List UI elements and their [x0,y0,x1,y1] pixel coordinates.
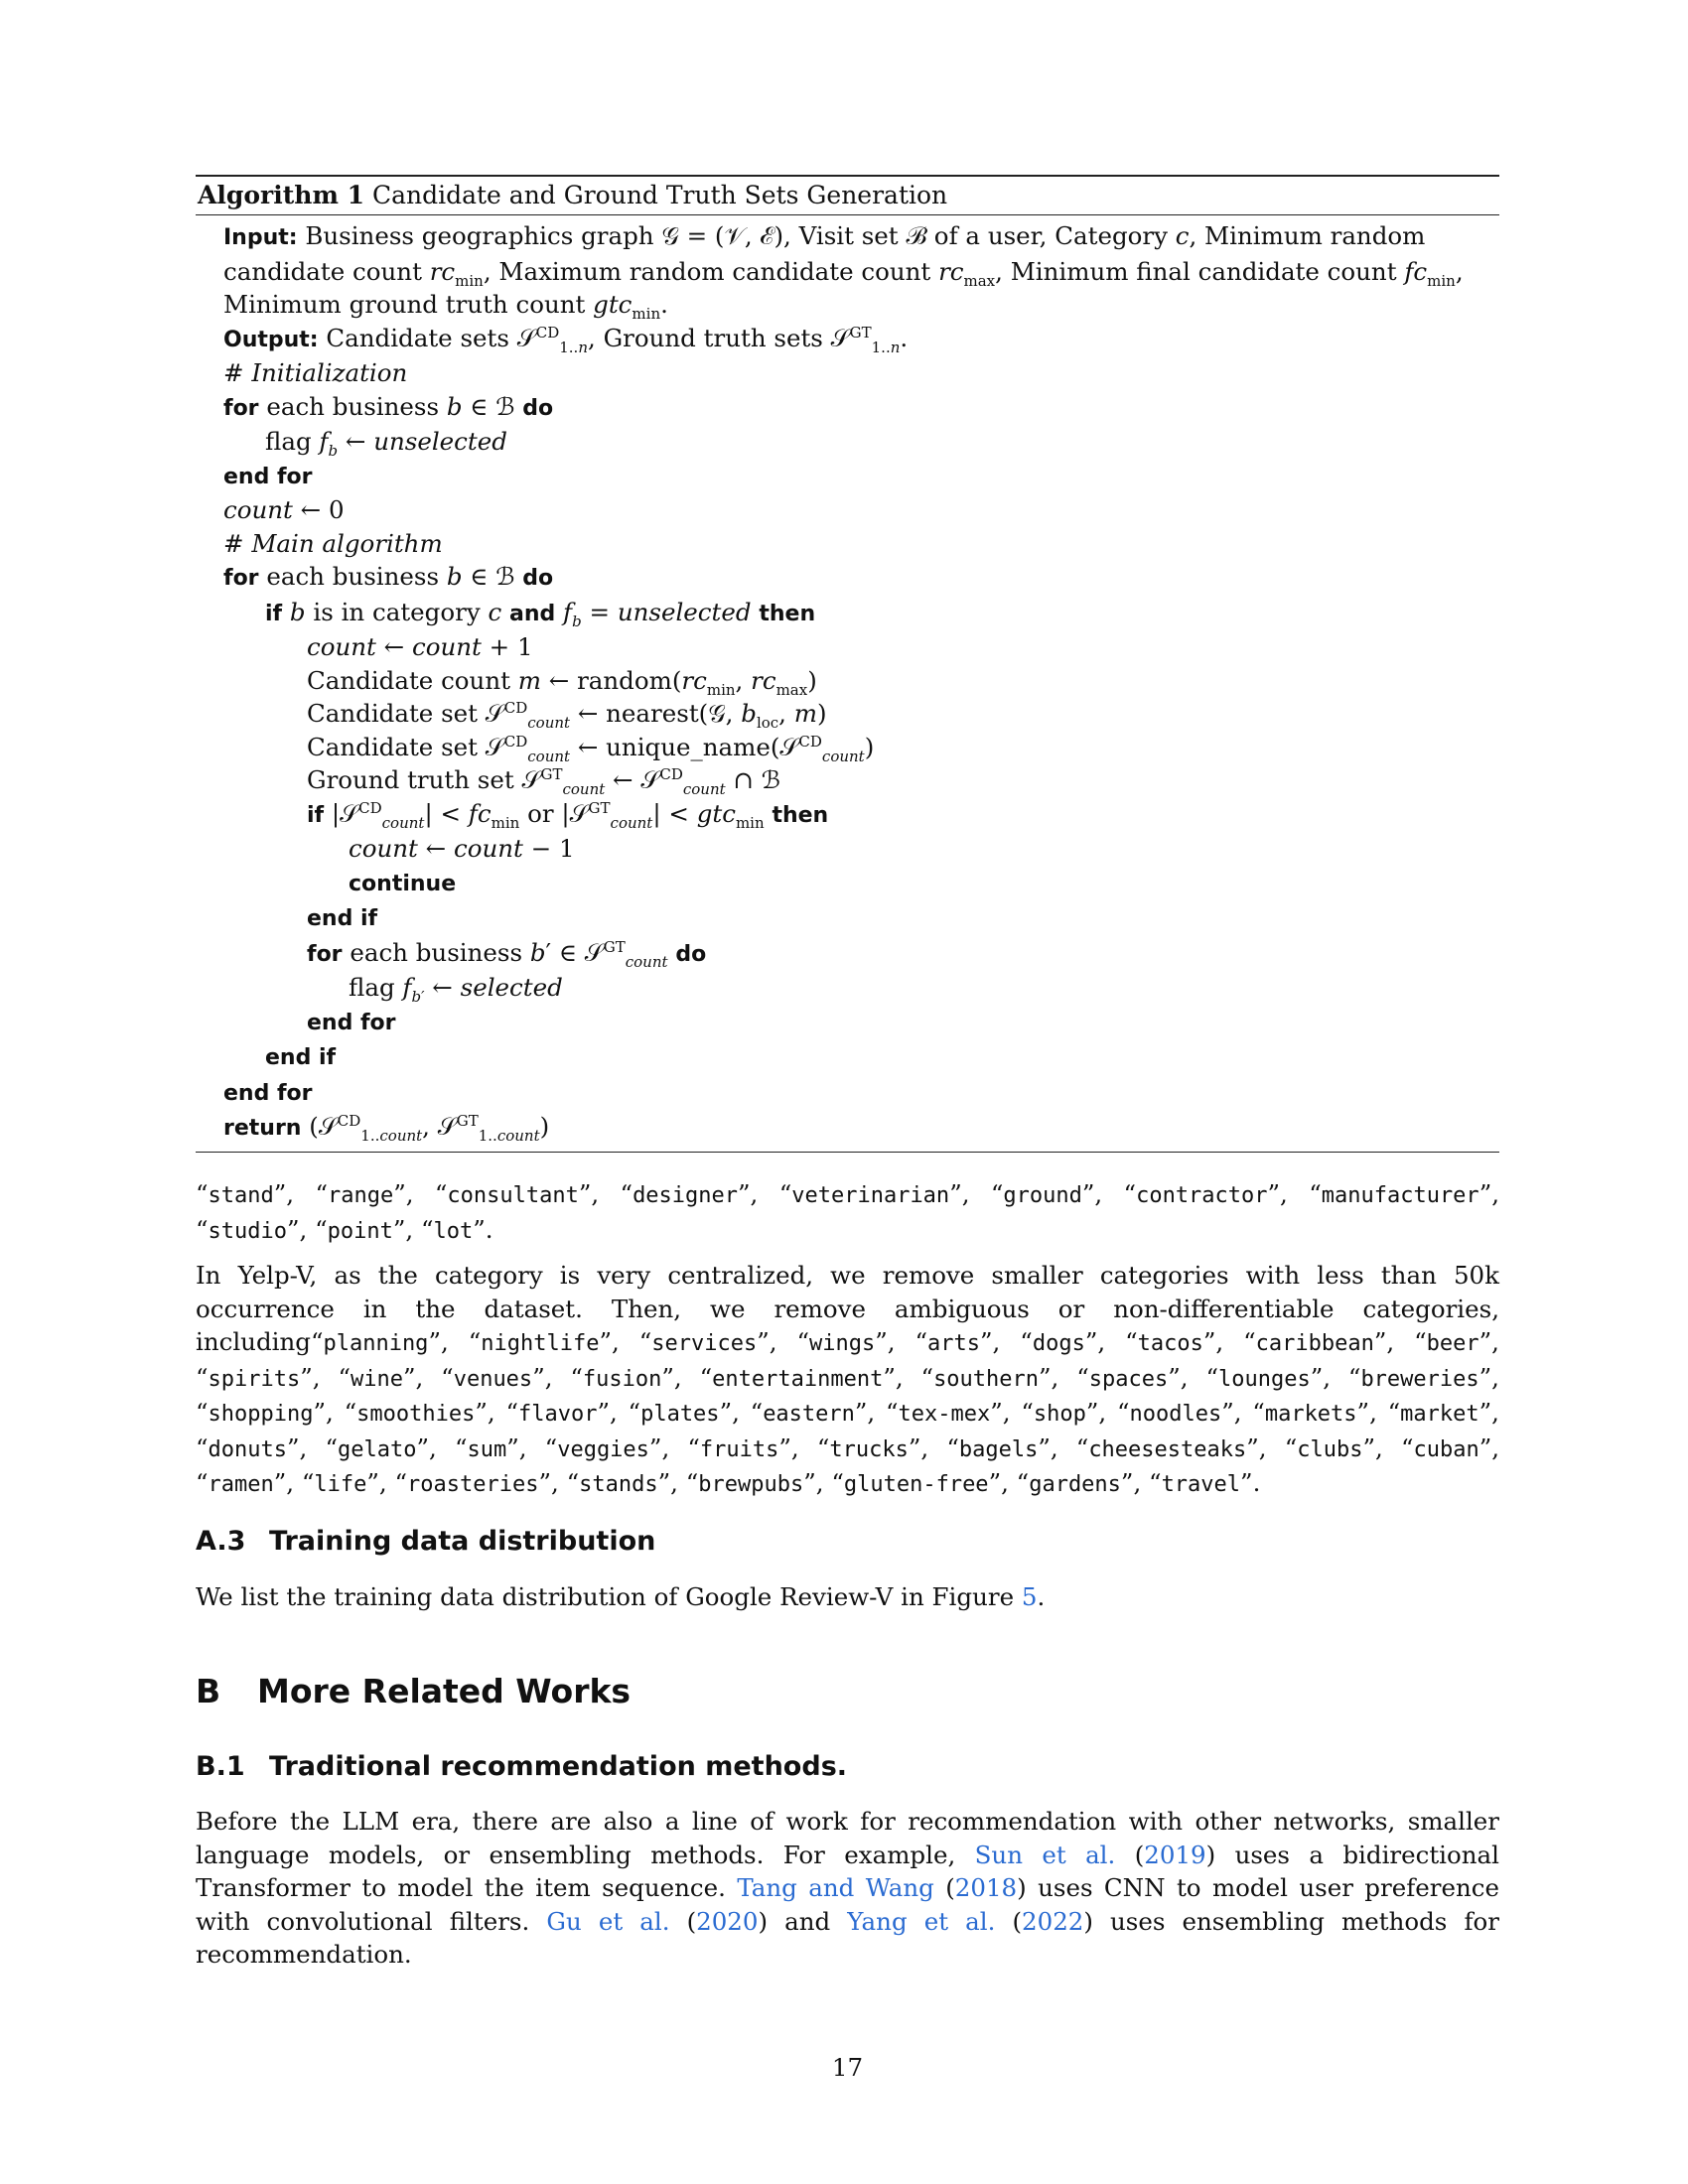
algorithm-line: end for [223,1080,313,1106]
category-term: manufacturer [1321,1183,1479,1208]
category-term: stand [208,1183,274,1208]
category-term: venues [453,1366,533,1392]
category-term: trucks [829,1436,909,1462]
algorithm-line: for each business b ∈ ℬ do [223,562,554,591]
category-term: caribbean [1255,1331,1374,1356]
category-term: shopping [208,1402,314,1427]
citation-link[interactable]: Yang et al. [847,1906,996,1936]
category-term: spaces [1088,1366,1169,1392]
category-term: fusion [582,1366,662,1392]
section-a3-text [196,1580,1499,1614]
category-term: spirits [208,1366,301,1392]
category-term: noodles [1129,1402,1222,1427]
algorithm-line: Ground truth set 𝒮$^{GT}_{count}$ ← 𝒮$^{CD}_{count}$ ∩ ℬ [307,764,781,798]
yelp-lead-text: In Yelp-V, as the category is very centralized, we remove smaller categories with less than 50k occurrence in the dataset. Then, we remove ambiguous or non-differentiable categories, including [196,1261,1499,1356]
section-a3-number: A.3 [196,1526,246,1557]
algorithm-line: end if [265,1045,337,1070]
section-b1-number: B.1 [196,1751,245,1782]
category-term: tex-mex [898,1402,991,1427]
category-term: lot [433,1218,474,1244]
b1-text-segment: ) uses ensembling methods for recommendation. [196,1906,1499,1969]
category-term: wings [809,1331,876,1356]
b1-text-segment: ( [933,1873,955,1902]
category-term: ramen [208,1472,274,1497]
section-b1-text [196,1805,1499,1972]
category-term: market [1400,1402,1479,1427]
citation-link[interactable]: Tang and Wang [737,1873,934,1902]
category-term: southern [933,1366,1040,1392]
citation-link[interactable]: Gu et al. [546,1906,670,1936]
category-term: entertainment [712,1366,884,1392]
category-term: travel [1161,1472,1241,1497]
algorithm-line: Candidate count m ← $random(rc_{min}$, $rc_{max}$) [307,665,817,699]
category-term: veggies [557,1436,649,1462]
algorithm-line: count ← count + 1 [307,632,533,661]
category-term: donuts [208,1436,288,1462]
category-term: fruits [699,1436,779,1462]
algorithm-line: Output: Candidate sets 𝒮$^{CD}_{1..n}$, Ground truth sets 𝒮$^{GT}_{1..n}$. [223,323,909,356]
algorithm-line: if b is in category c and $f_b$ = unselected then [265,597,816,630]
excluded-categories-yelp: In Yelp-V, as the category is very centralized, we remove smaller categories with less than 50k occurrence in the dataset. Then, we remove ambiguous or non-differentiable categories, including“planning”, “nightlife”, “services”, “wings”, “arts”, “dogs”, “tacos”, “caribbean”, “beer”, “spirits”, “wine”, “venues”, “fusion”, “entertainment”, “southern”, “spaces”, “lounges”, “breweries”, “shopping”, “smoothies”, “flavor”, “plates”, “eastern”, “tex-mex”, “shop”, “noodles”, “markets”, “market”, “donuts”, “gelato”, “sum”, “veggies”, “fruits”, “trucks”, “bagels”, “cheesesteaks”, “clubs”, “cuban”, “ramen”, “life”, “roasteries”, “stands”, “brewpubs”, “gluten-free”, “gardens”, “travel”. [196,1261,1500,1497]
category-term: planning [323,1331,429,1356]
algorithm-line: count ← count − 1 [349,834,575,863]
citation-link[interactable]: 2018 [954,1873,1018,1902]
category-term: contractor [1136,1183,1268,1208]
algorithm-title: Candidate and Ground Truth Sets Generation [371,181,948,209]
b1-text-segment: Before the LLM era, there are also a line of work for recommendation with other networks, smaller language models, or ensembling methods. For example, [196,1807,1499,1869]
citation-link[interactable]: 2022 [1022,1906,1084,1936]
section-b1-title: Traditional recommendation methods. [269,1751,848,1782]
algorithm-line: Candidate set 𝒮$^{CD}_{count}$ ← nearest(𝒢, $b_{loc}$, m) [307,698,827,732]
algorithm-body [196,215,1499,1152]
algorithm-line: # Initialization [223,358,408,387]
category-term: flavor [517,1402,598,1427]
algorithm-line: # Main algorithm [223,528,443,558]
section-b1-heading [196,1751,847,1782]
algorithm-line: end for [223,464,313,489]
algorithm-box [196,175,1499,1153]
algorithm-line: Candidate set 𝒮$^{CD}_{count}$ ← unique_name(𝒮$^{CD}_{count}$) [307,732,875,765]
b1-text-segment: ) uses a bidirectional Transformer to model the item sequence. [196,1840,1499,1902]
category-term: arts [927,1331,981,1356]
citation-link[interactable]: Sun et al. [974,1840,1116,1869]
b1-text-segment: ( [995,1906,1023,1936]
category-term: smoothies [356,1402,476,1427]
algorithm-bottom-rule [196,1152,1499,1153]
category-term: gardens [1029,1472,1121,1497]
algorithm-line: flag $f_{b'}$ ← selected [349,973,563,1006]
category-term: veterinarian [791,1183,950,1208]
category-term: beer [1426,1331,1479,1356]
algorithm-line: if |𝒮$^{CD}_{count}$| < $fc_{min}$ or |𝒮$^{GT}_{count}$| < gtc$_{min}$ then [307,798,829,832]
algorithm-line: flag $f_b$ ← unselected [265,427,507,460]
category-term: gluten-free [843,1472,989,1497]
category-term: range [327,1183,394,1208]
a3-text: We list the training data distribution of Google Review-V in Figure [196,1582,1022,1611]
citation-link[interactable]: 2020 [696,1906,759,1936]
category-term: cuban [1413,1436,1479,1462]
category-term: tacos [1137,1331,1203,1356]
algorithm-line: for each business b ∈ ℬ do [223,391,554,421]
section-b-heading [196,1672,631,1710]
category-term: dogs [1032,1331,1085,1356]
algorithm-caption [196,177,1499,214]
category-term: wine [350,1366,403,1392]
category-term: plates [640,1402,720,1427]
category-term: stands [579,1472,658,1497]
algorithm-line: return (𝒮$^{CD}_{1..count}$, 𝒮$^{GT}_{1..count}$) [223,1111,550,1145]
category-term: ground [1003,1183,1082,1208]
category-term: sum [467,1436,507,1462]
category-term: gelato [338,1436,417,1462]
category-term: eastern [763,1402,855,1427]
b1-text-segment: ) uses CNN to model user preference with convolutional filters. [196,1873,1499,1936]
section-b-title: More Related Works [257,1672,632,1710]
category-term: clubs [1297,1436,1363,1462]
algorithm-label: Algorithm 1 [198,181,364,209]
category-term: designer [633,1183,739,1208]
category-term: markets [1264,1402,1357,1427]
category-term: lounges [1217,1366,1311,1392]
b1-text-segment: ( [669,1906,697,1936]
category-term: life [314,1472,367,1497]
page-number: 17 [831,2053,864,2082]
category-term: studio [208,1218,288,1244]
category-term: bagels [958,1436,1039,1462]
algorithm-line: end for [307,1010,396,1035]
category-term: nightlife [481,1331,600,1356]
category-term: roasteries [407,1472,539,1497]
category-term: shop [1033,1402,1086,1427]
a3-text-end: . [1037,1582,1046,1611]
category-term: breweries [1360,1366,1479,1392]
algorithm-line: end if [307,906,378,931]
algorithm-line: count ← 0 [223,495,345,524]
algorithm-line: for each business b′ ∈ 𝒮$^{GT}_{count}$ do [307,937,707,971]
citation-link[interactable]: 2019 [1144,1840,1206,1869]
category-term: cheesesteaks [1088,1436,1247,1462]
category-term: consultant [447,1183,579,1208]
category-term: point [327,1218,393,1244]
category-term: brewpubs [698,1472,804,1497]
excluded-categories-google: “stand”, “range”, “consultant”, “designer”, “veterinarian”, “ground”, “contractor”, “manufacturer”, “studio”, “point”, “lot”. [196,1179,1500,1244]
section-a3-title: Training data distribution [269,1526,656,1557]
figure-ref-link[interactable]: 5 [1021,1582,1038,1611]
b1-text-segment: ( [1115,1840,1145,1869]
algorithm-line: Input: Business geographics graph 𝒢 = (𝒱, ℰ), Visit set ℬ of a user, Category c, Minimum random candidate count $rc_{min}$, Maximum random candidate count $rc_{max}$, Minimum final candidate count $fc_{min}$, Minimum ground truth count gtc$_{min}$. [223,221,1464,323]
section-b-number: B [196,1672,221,1710]
category-term: services [651,1331,758,1356]
section-a3-heading [196,1526,655,1557]
b1-text-segment: ) and [758,1906,848,1936]
algorithm-line: continue [349,871,457,896]
